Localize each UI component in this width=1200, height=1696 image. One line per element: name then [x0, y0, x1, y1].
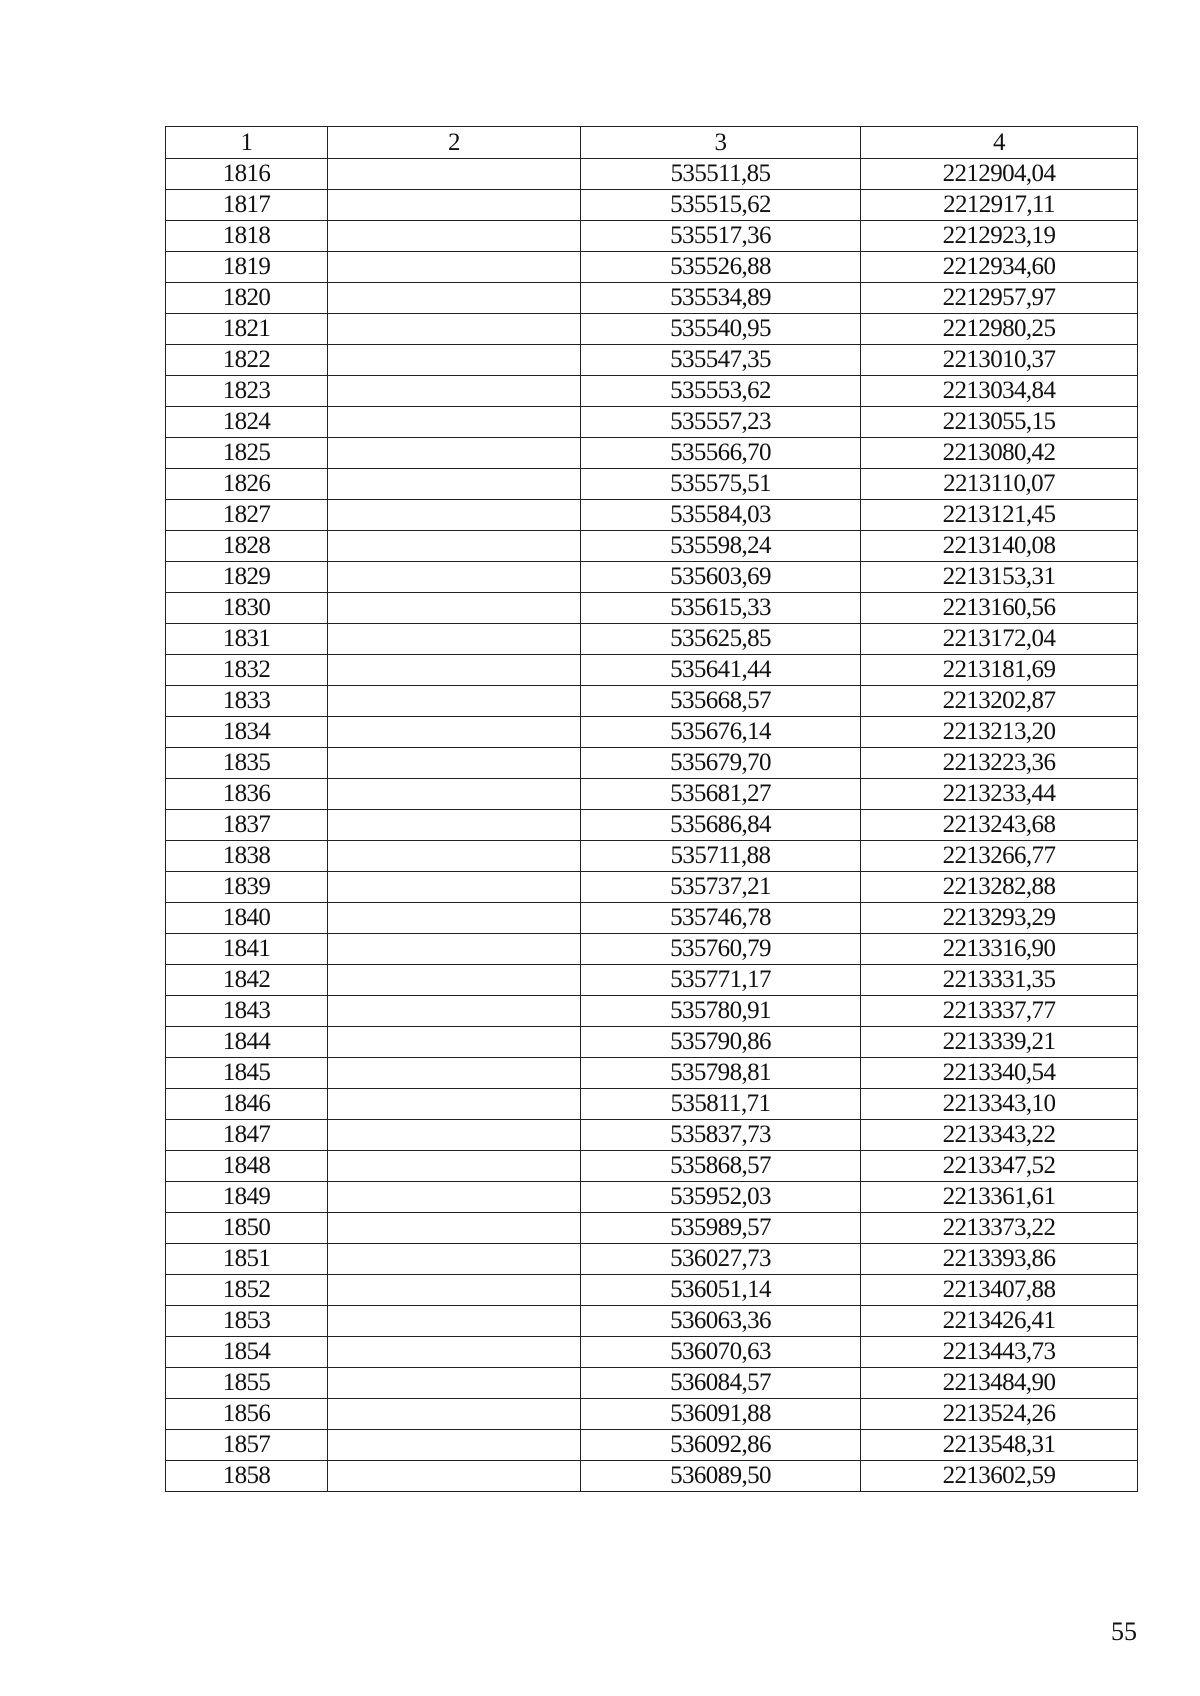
y-coordinate-cell: 2213361,61	[861, 1182, 1138, 1213]
y-coordinate-cell: 2212917,11	[861, 190, 1138, 221]
y-coordinate-cell: 2213181,69	[861, 655, 1138, 686]
y-coordinate-cell: 2213202,87	[861, 686, 1138, 717]
table-row	[166, 748, 1138, 779]
page-number: 55	[1111, 1617, 1137, 1646]
y-coordinate-cell: 2213443,73	[861, 1337, 1138, 1368]
y-coordinate-cell: 2213140,08	[861, 531, 1138, 562]
point-number-cell: 1840	[166, 903, 328, 934]
point-number-cell: 1836	[166, 779, 328, 810]
y-coordinate-cell: 2213407,88	[861, 1275, 1138, 1306]
point-number-cell: 1850	[166, 1213, 328, 1244]
column-header-3: 3	[581, 127, 861, 159]
y-coordinate-cell: 2213548,31	[861, 1430, 1138, 1461]
point-number-cell: 1818	[166, 221, 328, 252]
y-coordinate-cell: 2213266,77	[861, 841, 1138, 872]
column-2-cell	[328, 1430, 581, 1461]
y-coordinate-cell: 2213055,15	[861, 407, 1138, 438]
x-coordinate-cell: 535668,57	[581, 686, 861, 717]
y-coordinate-cell: 2212957,97	[861, 283, 1138, 314]
point-number-cell: 1829	[166, 562, 328, 593]
table-row	[166, 221, 1138, 252]
y-coordinate-cell: 2213153,31	[861, 562, 1138, 593]
point-number-cell: 1857	[166, 1430, 328, 1461]
column-2-cell	[328, 221, 581, 252]
x-coordinate-cell: 535641,44	[581, 655, 861, 686]
header-row	[166, 127, 1138, 159]
column-2-cell	[328, 1399, 581, 1430]
table-row	[166, 438, 1138, 469]
point-number-cell: 1838	[166, 841, 328, 872]
x-coordinate-cell: 535517,36	[581, 221, 861, 252]
column-2-cell	[328, 469, 581, 500]
x-coordinate-cell: 535681,27	[581, 779, 861, 810]
point-number-cell: 1817	[166, 190, 328, 221]
table-row	[166, 314, 1138, 345]
x-coordinate-cell: 535952,03	[581, 1182, 861, 1213]
column-2-cell	[328, 965, 581, 996]
point-number-cell: 1856	[166, 1399, 328, 1430]
column-2-cell	[328, 748, 581, 779]
table-row	[166, 965, 1138, 996]
x-coordinate-cell: 536089,50	[581, 1461, 861, 1492]
y-coordinate-cell: 2213213,20	[861, 717, 1138, 748]
table-row	[166, 655, 1138, 686]
x-coordinate-cell: 535798,81	[581, 1058, 861, 1089]
x-coordinate-cell: 535780,91	[581, 996, 861, 1027]
point-number-cell: 1855	[166, 1368, 328, 1399]
x-coordinate-cell: 535553,62	[581, 376, 861, 407]
column-2-cell	[328, 1151, 581, 1182]
y-coordinate-cell: 2213373,22	[861, 1213, 1138, 1244]
x-coordinate-cell: 535989,57	[581, 1213, 861, 1244]
table-row	[166, 841, 1138, 872]
y-coordinate-cell: 2213426,41	[861, 1306, 1138, 1337]
y-coordinate-cell: 2213010,37	[861, 345, 1138, 376]
point-number-cell: 1844	[166, 1027, 328, 1058]
point-number-cell: 1834	[166, 717, 328, 748]
column-2-cell	[328, 624, 581, 655]
column-2-cell	[328, 531, 581, 562]
point-number-cell: 1854	[166, 1337, 328, 1368]
column-2-cell	[328, 1337, 581, 1368]
column-2-cell	[328, 934, 581, 965]
column-2-cell	[328, 841, 581, 872]
column-2-cell	[328, 190, 581, 221]
point-number-cell: 1820	[166, 283, 328, 314]
column-2-cell	[328, 779, 581, 810]
point-number-cell: 1826	[166, 469, 328, 500]
column-2-cell	[328, 314, 581, 345]
column-2-cell	[328, 1089, 581, 1120]
column-2-cell	[328, 996, 581, 1027]
table-row	[166, 407, 1138, 438]
point-number-cell: 1828	[166, 531, 328, 562]
x-coordinate-cell: 536070,63	[581, 1337, 861, 1368]
table-row	[166, 1182, 1138, 1213]
point-number-cell: 1846	[166, 1089, 328, 1120]
table-row	[166, 1213, 1138, 1244]
table-row	[166, 376, 1138, 407]
point-number-cell: 1839	[166, 872, 328, 903]
y-coordinate-cell: 2213080,42	[861, 438, 1138, 469]
point-number-cell: 1849	[166, 1182, 328, 1213]
table-row	[166, 1275, 1138, 1306]
point-number-cell: 1832	[166, 655, 328, 686]
column-2-cell	[328, 438, 581, 469]
table-row	[166, 779, 1138, 810]
y-coordinate-cell: 2213340,54	[861, 1058, 1138, 1089]
y-coordinate-cell: 2213121,45	[861, 500, 1138, 531]
x-coordinate-cell: 535534,89	[581, 283, 861, 314]
point-number-cell: 1822	[166, 345, 328, 376]
point-number-cell: 1841	[166, 934, 328, 965]
table-header	[166, 127, 1138, 159]
y-coordinate-cell: 2213110,07	[861, 469, 1138, 500]
point-number-cell: 1825	[166, 438, 328, 469]
table-row	[166, 717, 1138, 748]
y-coordinate-cell: 2213343,10	[861, 1089, 1138, 1120]
table-row	[166, 1337, 1138, 1368]
table-row	[166, 283, 1138, 314]
point-number-cell: 1853	[166, 1306, 328, 1337]
y-coordinate-cell: 2213160,56	[861, 593, 1138, 624]
point-number-cell: 1845	[166, 1058, 328, 1089]
column-2-cell	[328, 686, 581, 717]
x-coordinate-cell: 535868,57	[581, 1151, 861, 1182]
point-number-cell: 1843	[166, 996, 328, 1027]
y-coordinate-cell: 2213347,52	[861, 1151, 1138, 1182]
y-coordinate-cell: 2213602,59	[861, 1461, 1138, 1492]
column-header-2: 2	[328, 127, 581, 159]
table-row	[166, 1120, 1138, 1151]
table-row	[166, 903, 1138, 934]
table-row	[166, 562, 1138, 593]
column-2-cell	[328, 593, 581, 624]
table-row	[166, 872, 1138, 903]
point-number-cell: 1835	[166, 748, 328, 779]
y-coordinate-cell: 2213343,22	[861, 1120, 1138, 1151]
x-coordinate-cell: 535676,14	[581, 717, 861, 748]
column-2-cell	[328, 159, 581, 190]
y-coordinate-cell: 2212904,04	[861, 159, 1138, 190]
table-row	[166, 1399, 1138, 1430]
x-coordinate-cell: 535615,33	[581, 593, 861, 624]
x-coordinate-cell: 535811,71	[581, 1089, 861, 1120]
y-coordinate-cell: 2213339,21	[861, 1027, 1138, 1058]
x-coordinate-cell: 536051,14	[581, 1275, 861, 1306]
x-coordinate-cell: 535575,51	[581, 469, 861, 500]
table-row	[166, 1306, 1138, 1337]
column-2-cell	[328, 376, 581, 407]
table-row	[166, 1368, 1138, 1399]
column-2-cell	[328, 345, 581, 376]
x-coordinate-cell: 535540,95	[581, 314, 861, 345]
point-number-cell: 1833	[166, 686, 328, 717]
column-2-cell	[328, 283, 581, 314]
x-coordinate-cell: 535686,84	[581, 810, 861, 841]
column-header-4: 4	[861, 127, 1138, 159]
point-number-cell: 1824	[166, 407, 328, 438]
x-coordinate-cell: 536063,36	[581, 1306, 861, 1337]
column-2-cell	[328, 1058, 581, 1089]
point-number-cell: 1821	[166, 314, 328, 345]
y-coordinate-cell: 2213316,90	[861, 934, 1138, 965]
y-coordinate-cell: 2212934,60	[861, 252, 1138, 283]
coordinates-table	[165, 126, 1138, 1492]
x-coordinate-cell: 535511,85	[581, 159, 861, 190]
table-row	[166, 1089, 1138, 1120]
y-coordinate-cell: 2213293,29	[861, 903, 1138, 934]
y-coordinate-cell: 2213331,35	[861, 965, 1138, 996]
table-row	[166, 1027, 1138, 1058]
table-row	[166, 469, 1138, 500]
y-coordinate-cell: 2213337,77	[861, 996, 1138, 1027]
column-2-cell	[328, 655, 581, 686]
x-coordinate-cell: 535598,24	[581, 531, 861, 562]
column-2-cell	[328, 407, 581, 438]
table-row	[166, 934, 1138, 965]
column-2-cell	[328, 1027, 581, 1058]
column-2-cell	[328, 717, 581, 748]
table-row	[166, 1244, 1138, 1275]
y-coordinate-cell: 2213524,26	[861, 1399, 1138, 1430]
table-row	[166, 252, 1138, 283]
x-coordinate-cell: 535746,78	[581, 903, 861, 934]
x-coordinate-cell: 535515,62	[581, 190, 861, 221]
x-coordinate-cell: 535584,03	[581, 500, 861, 531]
table-row	[166, 593, 1138, 624]
column-2-cell	[328, 252, 581, 283]
y-coordinate-cell: 2213393,86	[861, 1244, 1138, 1275]
y-coordinate-cell: 2212923,19	[861, 221, 1138, 252]
point-number-cell: 1819	[166, 252, 328, 283]
point-number-cell: 1830	[166, 593, 328, 624]
x-coordinate-cell: 535625,85	[581, 624, 861, 655]
y-coordinate-cell: 2213243,68	[861, 810, 1138, 841]
column-2-cell	[328, 872, 581, 903]
x-coordinate-cell: 536084,57	[581, 1368, 861, 1399]
x-coordinate-cell: 535760,79	[581, 934, 861, 965]
x-coordinate-cell: 535547,35	[581, 345, 861, 376]
table-row	[166, 531, 1138, 562]
y-coordinate-cell: 2213223,36	[861, 748, 1138, 779]
x-coordinate-cell: 535526,88	[581, 252, 861, 283]
table-row	[166, 1151, 1138, 1182]
x-coordinate-cell: 535557,23	[581, 407, 861, 438]
table-row	[166, 159, 1138, 190]
y-coordinate-cell: 2213484,90	[861, 1368, 1138, 1399]
point-number-cell: 1851	[166, 1244, 328, 1275]
x-coordinate-cell: 535711,88	[581, 841, 861, 872]
table-row	[166, 1461, 1138, 1492]
table-row	[166, 624, 1138, 655]
table-row	[166, 810, 1138, 841]
point-number-cell: 1842	[166, 965, 328, 996]
x-coordinate-cell: 535837,73	[581, 1120, 861, 1151]
column-2-cell	[328, 1182, 581, 1213]
column-2-cell	[328, 500, 581, 531]
x-coordinate-cell: 536091,88	[581, 1399, 861, 1430]
column-2-cell	[328, 1244, 581, 1275]
column-header-1: 1	[166, 127, 328, 159]
table-row	[166, 996, 1138, 1027]
y-coordinate-cell: 2213172,04	[861, 624, 1138, 655]
point-number-cell: 1816	[166, 159, 328, 190]
table-row	[166, 1430, 1138, 1461]
table-row	[166, 345, 1138, 376]
point-number-cell: 1847	[166, 1120, 328, 1151]
y-coordinate-cell: 2213034,84	[861, 376, 1138, 407]
table-body	[166, 159, 1138, 1492]
column-2-cell	[328, 903, 581, 934]
x-coordinate-cell: 535737,21	[581, 872, 861, 903]
point-number-cell: 1827	[166, 500, 328, 531]
x-coordinate-cell: 536092,86	[581, 1430, 861, 1461]
column-2-cell	[328, 562, 581, 593]
column-2-cell	[328, 1275, 581, 1306]
y-coordinate-cell: 2213233,44	[861, 779, 1138, 810]
column-2-cell	[328, 810, 581, 841]
column-2-cell	[328, 1120, 581, 1151]
x-coordinate-cell: 535790,86	[581, 1027, 861, 1058]
point-number-cell: 1831	[166, 624, 328, 655]
point-number-cell: 1852	[166, 1275, 328, 1306]
table-row	[166, 500, 1138, 531]
column-2-cell	[328, 1306, 581, 1337]
y-coordinate-cell: 2212980,25	[861, 314, 1138, 345]
point-number-cell: 1837	[166, 810, 328, 841]
x-coordinate-cell: 535603,69	[581, 562, 861, 593]
point-number-cell: 1823	[166, 376, 328, 407]
point-number-cell: 1848	[166, 1151, 328, 1182]
column-2-cell	[328, 1368, 581, 1399]
table-row	[166, 686, 1138, 717]
y-coordinate-cell: 2213282,88	[861, 872, 1138, 903]
table-row	[166, 1058, 1138, 1089]
table-row	[166, 190, 1138, 221]
point-number-cell: 1858	[166, 1461, 328, 1492]
x-coordinate-cell: 535771,17	[581, 965, 861, 996]
x-coordinate-cell: 536027,73	[581, 1244, 861, 1275]
x-coordinate-cell: 535679,70	[581, 748, 861, 779]
x-coordinate-cell: 535566,70	[581, 438, 861, 469]
column-2-cell	[328, 1461, 581, 1492]
column-2-cell	[328, 1213, 581, 1244]
